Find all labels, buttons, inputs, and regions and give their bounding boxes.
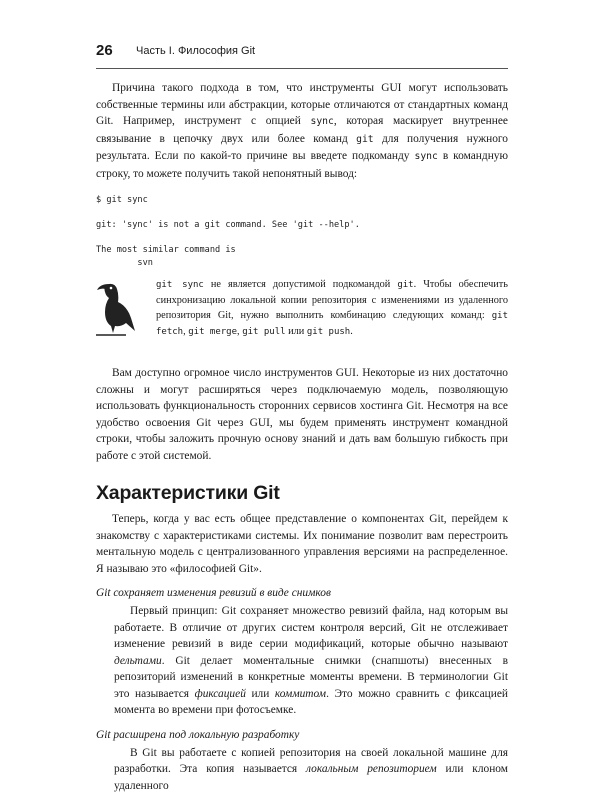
inline-code: git sync bbox=[156, 280, 204, 290]
bird-icon bbox=[96, 281, 140, 337]
inline-code: git pull bbox=[242, 327, 285, 337]
paragraph-local-development bbox=[114, 745, 508, 794]
text-run: . Чтобы обеспечить синхронизацию локальной копии репозитория с изменениями из удаленного репозитория Git, нужно выполнить комбинацию следующих команд: bbox=[156, 279, 508, 321]
paragraph-gui-terms bbox=[96, 80, 508, 182]
emphasis: дельтами bbox=[114, 655, 162, 667]
inline-code: sync bbox=[414, 151, 437, 162]
text-run: В Git вы работаете с копией репозитория на своей локальной машине для разработки. Эта копия называется bbox=[114, 747, 508, 776]
text-run: . Это можно сравнить с фиксацией момента во времени при фотосъемке. bbox=[114, 688, 508, 717]
note-text bbox=[156, 277, 508, 340]
paragraph-characteristics-intro: Теперь, когда у вас есть общее представление о компонентах Git, перейдем к знакомству с характеристиками системы. Их понимание позволит вам перестроить ментальную модель с централизованного управления версиями на распределенное. Я называю это «философией Git». bbox=[96, 511, 508, 577]
text-run: . Git делает моментальные снимки (снапшоты) внесенных в репозиторий изменений в конкретные моменты времени. В терминологии Git это называется bbox=[114, 655, 508, 700]
emphasis: фиксацией bbox=[195, 688, 246, 700]
subheading-snapshots: Git сохраняет изменения ревизий в виде снимков bbox=[96, 587, 508, 599]
inline-code: git bbox=[356, 134, 374, 145]
emphasis: коммитом bbox=[275, 688, 326, 700]
header-rule bbox=[96, 68, 508, 69]
text-run: или клоном удаленного bbox=[114, 763, 508, 792]
code-block: $ git sync git: 'sync' is not a git command. See 'git --help'. The most similar command is svn bbox=[96, 194, 508, 269]
section-title: Характеристики Git bbox=[96, 482, 508, 505]
text-run: или bbox=[246, 688, 275, 700]
text-run: в командную строку, то можете получить такой непонятный вывод: bbox=[96, 150, 508, 180]
paragraph-snapshots bbox=[114, 603, 508, 719]
text-run: или bbox=[286, 326, 307, 337]
inline-code: git push bbox=[307, 327, 350, 337]
running-head bbox=[96, 42, 508, 66]
inline-code: git fetch bbox=[156, 311, 508, 337]
subheading-local-development: Git расширена под локальную разработку bbox=[96, 729, 508, 741]
inline-code: sync bbox=[310, 116, 333, 127]
note-box bbox=[96, 277, 508, 353]
emphasis: локальным репозиторием bbox=[306, 763, 437, 775]
inline-code: git bbox=[397, 280, 413, 290]
text-run: Причина такого подхода в том, что инструменты GUI могут использовать собственные термины или абстракции, которые отличаются от стандартных команд Git. Например, инструмент с опцией bbox=[96, 82, 508, 127]
page-number: 26 bbox=[96, 42, 113, 59]
inline-code: git merge bbox=[188, 327, 237, 337]
part-title: Часть I. Философия Git bbox=[136, 45, 255, 57]
text-run: , которая маскирует внутреннее связывание в цепочку двух или более команд bbox=[96, 115, 508, 145]
paragraph-gui-tools: Вам доступно огромное число инструментов GUI. Некоторые из них достаточно сложны и могут расширяться через подключаемую модель, позволяющую использовать функциональность сторонних сервисов хостинга Git. Несмотря на все удобство освоения Git через GUI, мы будем применять инструмент командной строки, чтобы заложить прочную основу знаний и дать вам большую гибкость при работе с этой системой. bbox=[96, 365, 508, 464]
text-run: не является допустимой подкомандой bbox=[204, 279, 397, 290]
text-run: , bbox=[237, 326, 242, 337]
page-content bbox=[96, 80, 508, 794]
text-run: Первый принцип: Git сохраняет множество ревизий файла, над которым вы работаете. В отличие от других систем контроля версий, Git не отслеживает изменение ревизий в виде серии модификаций, которые обычно называют bbox=[114, 605, 508, 650]
text-run: для получения нужного результата. Если по какой-то причине вы введете подкоманду bbox=[96, 133, 508, 163]
text-run: , bbox=[183, 326, 188, 337]
text-run: . bbox=[350, 326, 353, 337]
